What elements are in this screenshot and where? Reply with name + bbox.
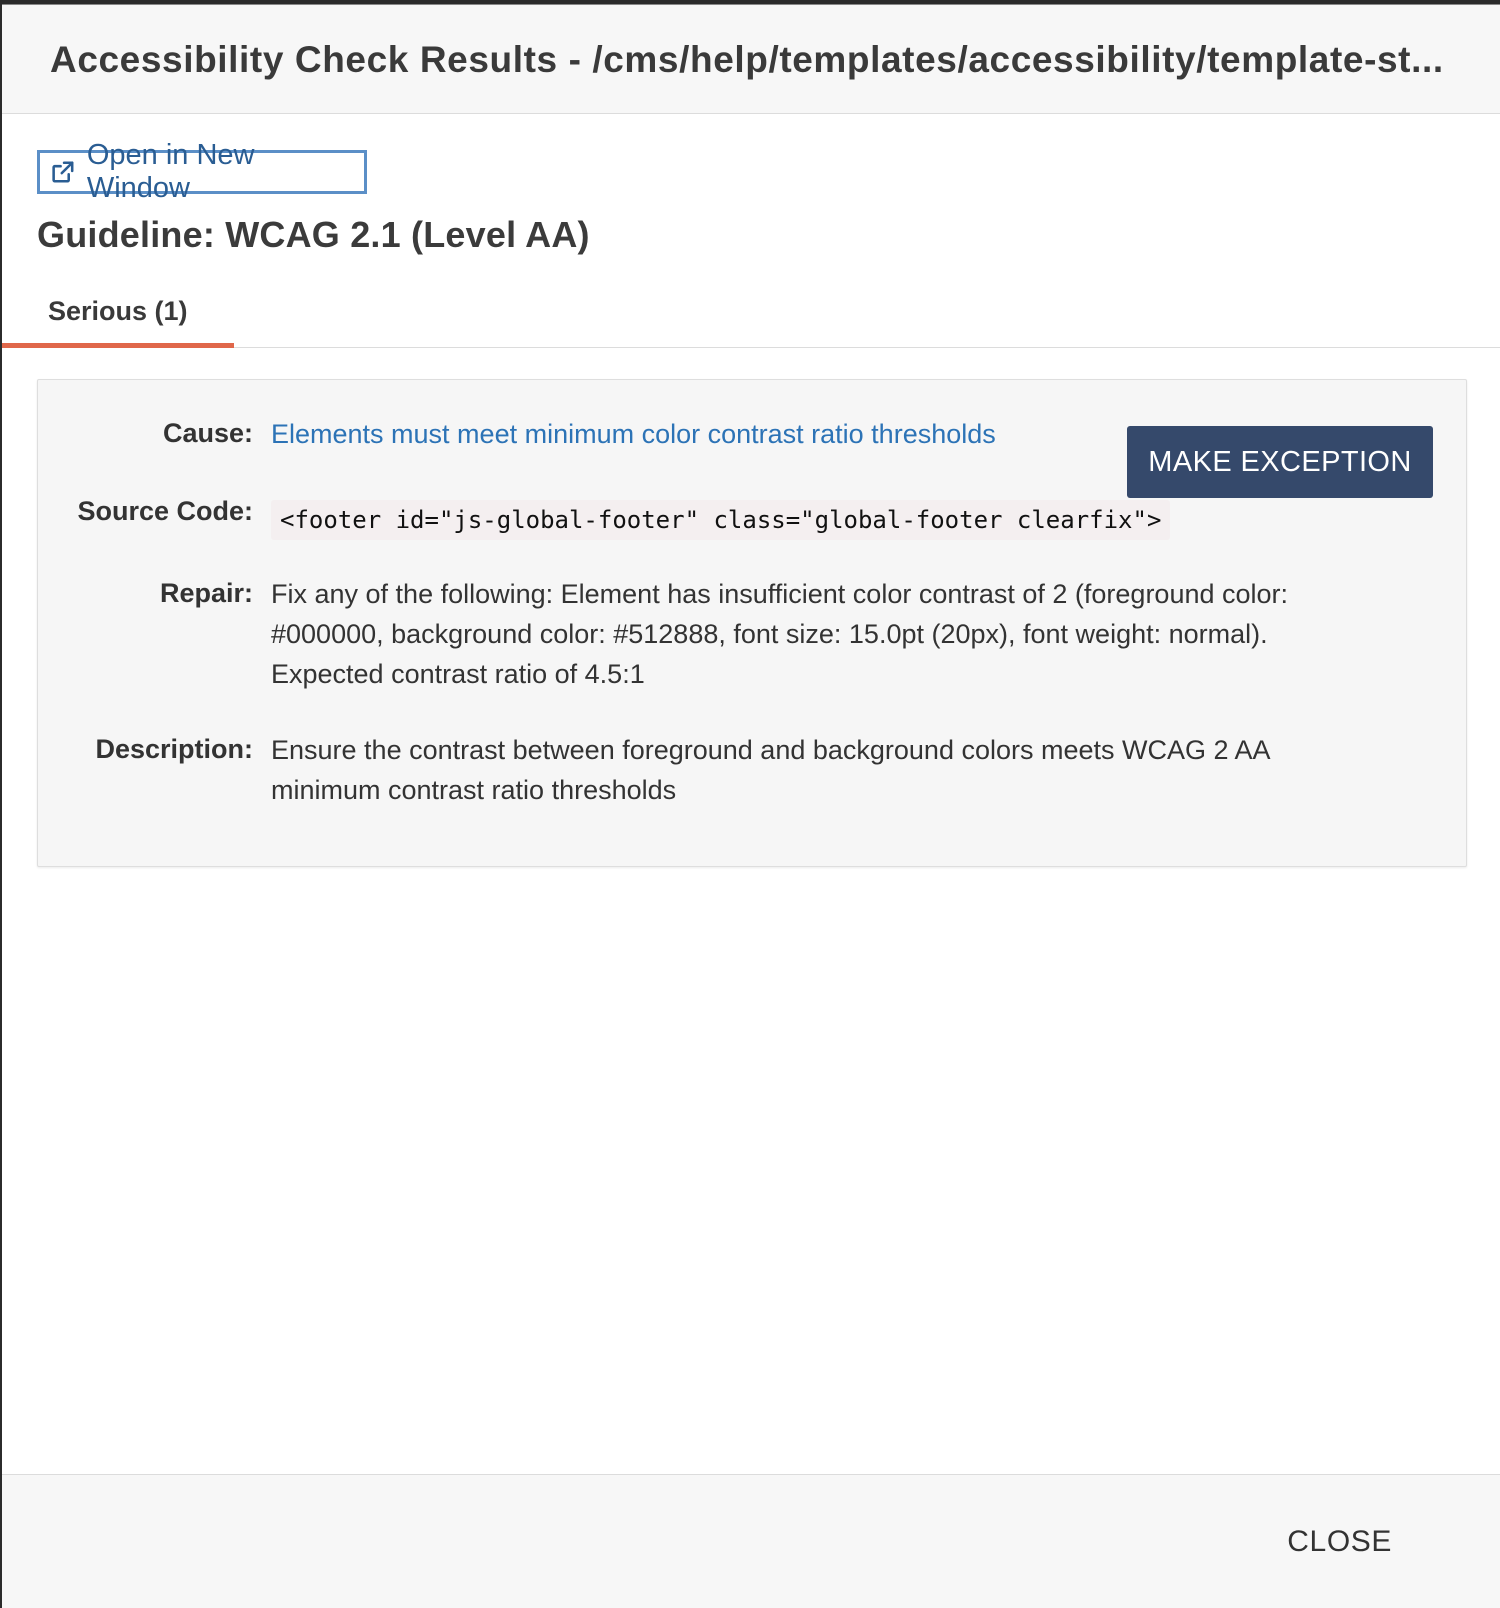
source-code-label: Source Code: xyxy=(77,496,253,526)
open-in-new-window-button[interactable] xyxy=(37,139,367,204)
repair-label: Repair: xyxy=(159,578,253,608)
dialog-footer xyxy=(2,1474,1500,1608)
description-line: minimum contrast ratio thresholds xyxy=(271,775,677,805)
cause-value xyxy=(271,414,996,454)
cause-link[interactable]: Elements must meet minimum color contrast ratio thresholds xyxy=(271,419,996,449)
description-label: Description: xyxy=(95,734,253,764)
repair-line: #000000, background color: #512888, font size: 15.0pt (20px), font weight: normal). xyxy=(271,619,1268,649)
external-link-icon xyxy=(49,158,77,186)
description-line: Ensure the contrast between foreground and background colors meets WCAG 2 AA xyxy=(271,735,1271,765)
severity-tabs xyxy=(2,290,1500,348)
issue-card xyxy=(37,379,1467,867)
tab-serious-label: Serious (1) xyxy=(48,296,188,326)
open-in-new-window-label: Open in New Window xyxy=(86,139,255,204)
repair-line: Expected contrast ratio of 4.5:1 xyxy=(271,659,645,689)
cause-label: Cause: xyxy=(162,418,253,448)
tab-serious[interactable] xyxy=(2,290,234,348)
guideline-heading: Guideline: WCAG 2.1 (Level AA) xyxy=(37,214,590,255)
dialog-title: Accessibility Check Results - /cms/help/templates/accessibility/template-st... xyxy=(50,39,1444,80)
repair-text xyxy=(271,574,1288,694)
accessibility-results-dialog xyxy=(2,4,1500,1608)
dialog-header xyxy=(2,5,1500,114)
make-exception-button[interactable]: MAKE EXCEPTION xyxy=(1127,426,1433,498)
source-code-snippet: <footer id="js-global-footer" class="global-footer clearfix"> xyxy=(271,500,1170,540)
description-text xyxy=(271,730,1271,810)
repair-line: Fix any of the following: Element has insufficient color contrast of 2 (foreground color: xyxy=(271,579,1289,609)
close-button[interactable]: CLOSE xyxy=(1287,1525,1392,1558)
